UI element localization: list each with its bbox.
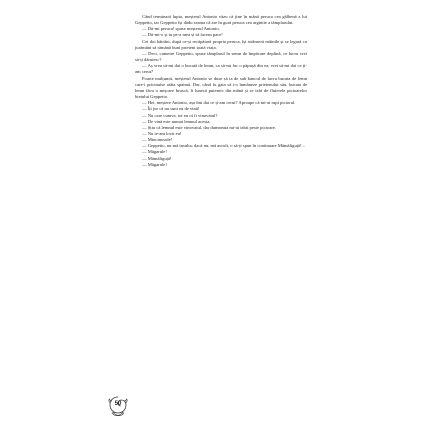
dialogue-line: — Știu că lemnul este vinovatul, dar dumneata mi-ai izbit peste picioare.: [142, 124, 277, 130]
dialogue-line: — Măgarule!: [142, 161, 167, 167]
dialogue-line: — Nu te-am lovit eu!: [142, 130, 182, 136]
dialogue-line: — Hei, meștere Antonio, așa îmi dai ce ți-am cerut? Aproape că mi-ai rupt piciorul.: [142, 100, 296, 106]
dialogue-line: — Mincinosule!: [142, 137, 173, 143]
dialogue-line: — Deci, cumetre Geppetto, spuse tâmplarul în semn de împăcare deplină, ce lucru vrei să-ți dăruiesc?: [135, 50, 307, 63]
dialogue-line: — Aș vrea să-mi dai o bucată de lemn, ca să-mi fac o păpușă din ea; vrei să-mi dai ce ți-am cerut?: [135, 63, 307, 75]
body-text: [135, 14, 307, 168]
dialogue-line: — Măgarule!: [142, 149, 167, 155]
paragraph: Foarte mulțumit, meșterul Antonio se duse să ia de sub bancul de lucru bucata de lemn care-i pricinuise atâta spaimă. Dar, când fu gata să i-o înmâneze prietenului său, bucata de lemn făcu o mișcare bruscă, îi lunecă puternic din mână și se izbi de fluierele picioarelor bietului Geppetto.: [135, 75, 307, 100]
paragraph: Când terminară lupta, meșterul Antonio văzu că ține în mână peruca cea gălbenă a lui Geppetto, iar Geppetto își dădu seama că are în gură peruca cea argintie a tâmplarului.: [135, 14, 307, 26]
dialogue-line: — Dă-mi peruca! spuse meșterul Antonio.: [142, 26, 220, 32]
page-number-ornament: [106, 394, 130, 418]
page-number: 50: [114, 401, 122, 407]
paragraph: Cei doi bătrâni, după ce-și recăpătară propria peruca, își strânseră mâinile și se legară cu jurământ să rămână buni prieteni toată viața.: [135, 38, 307, 50]
dialogue-line: — Îți jur că nu sunt eu de vină!: [142, 106, 200, 112]
dialogue-line: — De vină este numai lemnul acesta.: [142, 118, 211, 124]
dialogue-line: — Dă-mi-o și tu pe-a mea și să facem pace!: [142, 32, 223, 38]
dialogue-line: — Nu care cumva, tot eu oi fi vinovatul?: [142, 112, 218, 118]
dialogue-line: — Geppetto, nu mă insulta; dacă nu, mă ascult, o să-ți spun în continuare Mămăliguță!...: [142, 143, 306, 149]
dialogue-line: — Mămăliguță!: [142, 155, 172, 161]
